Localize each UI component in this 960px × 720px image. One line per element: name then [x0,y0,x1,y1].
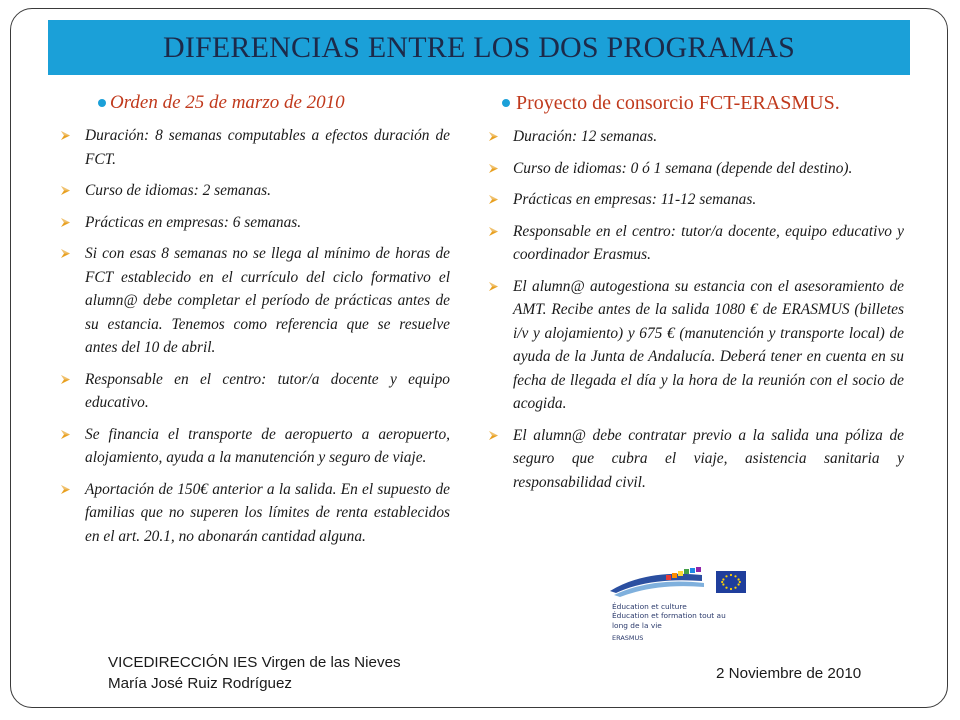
heading-bullet-dot [98,99,106,107]
logo-line: long de la vie [612,620,662,630]
list-item [60,478,450,549]
arrow-bullet-icon [60,374,71,385]
arrow-bullet-icon [488,194,499,205]
list-item [488,424,904,495]
footer-line-1: VICEDIRECCIÓN IES Virgen de las Nieves [108,654,401,671]
left-bullet-list [60,124,450,548]
list-item [60,242,450,360]
list-item [488,125,904,149]
list-item-text: Curso de idiomas: 0 ó 1 semana (depende del destino). [513,159,853,177]
logo-line: ERASMUS [612,634,644,643]
arrow-bullet-icon [60,429,71,440]
left-column-heading-text: Orden de 25 de marzo de 2010 [110,92,345,113]
left-column [60,92,450,556]
list-item [488,188,904,212]
logo-line: Éducation et culture [612,602,687,611]
list-item-text: El alumn@ debe contratar previo a la salida una póliza de seguro que cubra el viaje, asistencia sanitaria y responsabilidad civil. [513,426,904,491]
left-column-heading [60,92,450,114]
logo-line: Éducation et formation tout au [612,611,726,621]
arrow-bullet-icon [60,217,71,228]
list-item-text: Aportación de 150€ anterior a la salida. En el supuesto de familias que no superen los límites de renta establecidos en el art. 20.1, no abonarán cantidad alguna. [85,480,450,545]
right-bullet-list [488,125,904,494]
list-item-text: Responsable en el centro: tutor/a docente, equipo educativo y coordinador Erasmus. [513,222,904,263]
title-bar [48,20,910,75]
list-item [60,423,450,470]
arrow-bullet-icon [60,185,71,196]
list-item [488,220,904,267]
footer-author [108,652,401,694]
right-column-heading-text: Proyecto de consorcio FCT-ERASMUS. [516,92,840,114]
arrow-bullet-icon [488,131,499,142]
list-item [60,368,450,415]
list-item-text: Se financia el transporte de aeropuerto a aeropuerto, alojamiento, ayuda a la manutención y seguro de viaje. [85,425,450,466]
arrow-bullet-icon [488,430,499,441]
list-item-text: Si con esas 8 semanas no se llega al mínimo de horas de FCT establecido en el currículo del ciclo formativo el alumn@ debe completar el período de prácticas antes de su estancia. Tenemos como referencia que se resuelve antes del 10 de abril. [85,245,450,356]
footer-date: 2 Noviembre de 2010 [716,665,862,682]
arrow-bullet-icon [488,226,499,237]
arrow-bullet-icon [488,163,499,174]
list-item-text: Responsable en el centro: tutor/a docente y equipo educativo. [85,370,450,411]
footer-line-2: María José Ruiz Rodríguez [108,675,293,692]
arrow-bullet-icon [488,281,499,292]
list-item [488,157,904,181]
heading-bullet-dot [502,99,510,107]
right-column-heading [488,92,904,115]
list-item-text: Curso de idiomas: 2 semanas. [85,182,271,199]
right-column [488,92,904,502]
list-item-text: Prácticas en empresas: 6 semanas. [85,213,302,231]
slide-title: DIFERENCIAS ENTRE LOS DOS PROGRAMAS [162,30,796,64]
eu-programme-logo-graphic [606,565,754,601]
arrow-bullet-icon [60,484,71,495]
logo-caption [612,602,752,644]
list-item-text: El alumn@ autogestiona su estancia con el asesoramiento de AMT. Recibe antes de la salida 1080 € de ERASMUS (billetes i/v y alojamiento) y 675 € (manutención y transporte local) de ayuda de la Junta de Andalucía. Deberá tener en cuenta en su fecha de llegada el día y la hora de la reunión con el socio de acogida. [513,277,904,412]
list-item [488,275,904,416]
list-item [60,124,450,171]
list-item-text: Prácticas en empresas: 11-12 semanas. [513,191,757,208]
arrow-bullet-icon [60,130,71,141]
erasmus-logo [606,565,754,660]
list-item [60,211,450,235]
list-item-text: Duración: 12 semanas. [513,128,658,145]
arrow-bullet-icon [60,248,71,259]
list-item [60,179,450,203]
list-item-text: Duración: 8 semanas computables a efectos duración de FCT. [85,127,450,168]
